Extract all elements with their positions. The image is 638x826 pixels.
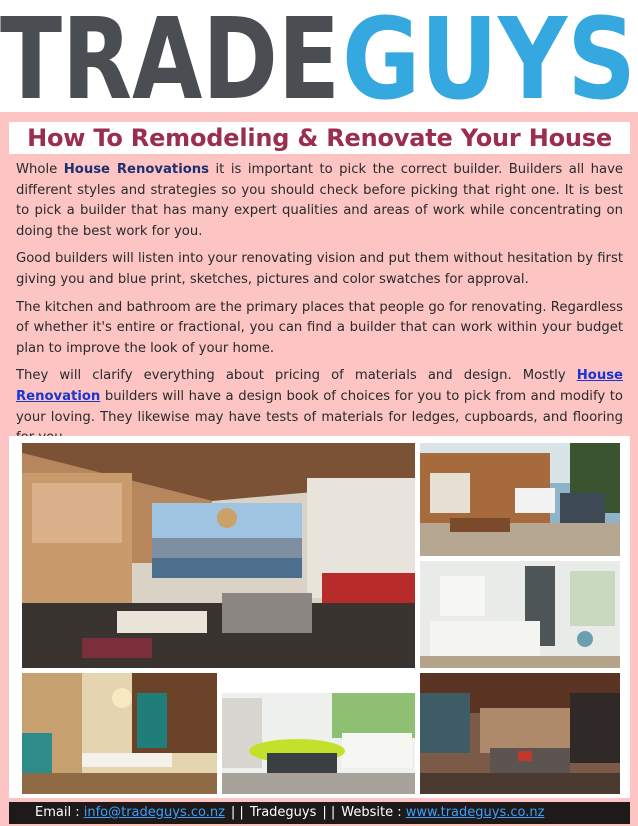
photo-exterior-deck: [420, 443, 620, 556]
footer-separator-2: | |: [322, 805, 336, 820]
logo-part1: TRADE: [0, 0, 340, 112]
email-label: Email :: [35, 805, 84, 820]
logo-part2: GUYS: [342, 0, 636, 112]
photo-kitchen-island: [222, 673, 415, 794]
article-body: [16, 160, 623, 456]
paragraph-1: [16, 160, 623, 242]
paragraph-3: The kitchen and bathroom are the primary places that people go for renovating. Regardless of whether it's entire or fractional, you can find a builder that can work within your budget plan to improve the look of your home.: [16, 299, 623, 356]
company-name: Tradeguys: [249, 805, 317, 820]
title-band: [9, 122, 630, 154]
email-link[interactable]: info@tradeguys.co.nz: [83, 805, 225, 820]
photo-houseboat-interior: [22, 443, 415, 668]
photo-loft-living: [420, 673, 620, 794]
page-title: How To Remodeling & Renovate Your House: [27, 124, 612, 152]
tradeguys-logo: [0, 0, 638, 112]
photo-collage: [9, 436, 630, 798]
p1-text-end: it is important to pick the correct builder. Builders all have different styles and strategies so you should check before picking that right one. It is best to pick a builder that has many expert qualities and areas of work while concentrating on doing the best work for you.: [16, 162, 623, 239]
footer-separator-1: | |: [230, 805, 244, 820]
p4-text-end: builders will have a design book of choices for you to pick from and modify to your loving. They likewise may have tests of materials for ledges, cupboards, and flooring: [16, 388, 623, 425]
photo-white-kitchen: [420, 561, 620, 668]
footer-bar: [9, 802, 630, 824]
website-link[interactable]: www.tradeguys.co.nz: [405, 805, 545, 820]
p1-text-start: Whole: [16, 162, 64, 177]
p1-keyword: House Renovations: [63, 162, 210, 177]
paragraph-2: Good builders will listen into your renovating vision and put them without hesitation by first giving you and blue print, sketches, pictures and color swatches for approval.: [16, 251, 623, 287]
logo: [0, 0, 638, 112]
p4-text-start: They will clarify everything about pricing of materials and design. Mostly: [16, 368, 577, 384]
house-renovation-link[interactable]: House Renovation: [16, 368, 623, 404]
photo-dining-room: [22, 673, 217, 794]
website-label: Website :: [341, 805, 406, 820]
